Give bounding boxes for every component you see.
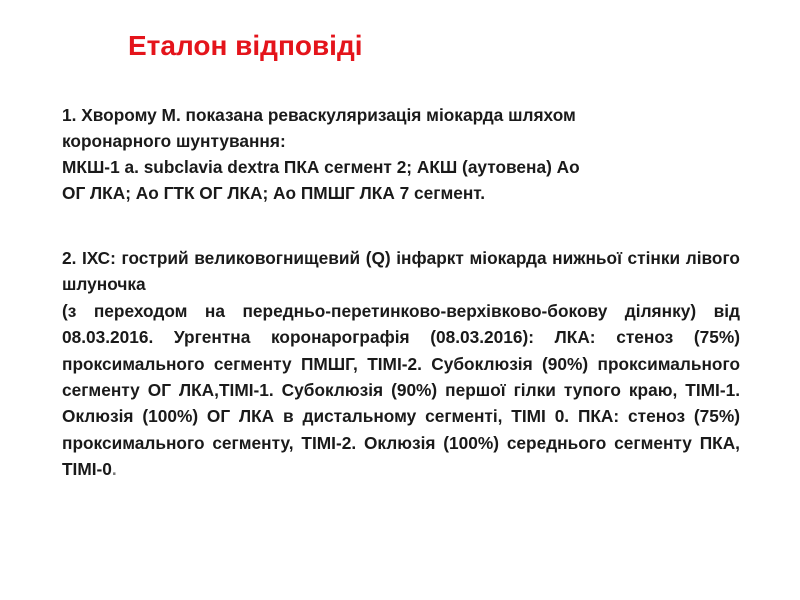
answer-item-1-line-3: МКШ-1 a. subclavia dextra ПКА сегмент 2; АКШ (аутовена) Ао — [62, 157, 580, 177]
slide-title: Еталон відповіді — [128, 30, 363, 61]
answer-item-2-details-text: (з переходом на передньо-перетинково-верхівково-бокову ділянку) від 08.03.2016. Ургентна коронарографія (08.03.2016): ЛКА: стеноз (75%) проксимального сегменту ПМШГ, ТІМІ-2. Субоклюзія (90%) проксимального сегменту ОГ ЛКА,ТІМІ-1. Субоклюзія (90%) першої гілки тупого краю, ТІМІ-1. Оклюзія (100%) ОГ ЛКА в дистальному сегменті, ТІМІ 0. ПКА: стеноз (75%) проксимального сегменту, ТІМІ-2. Оклюзія (100%) середнього сегменту ПКА, ТІМІ-0 — [62, 300, 740, 480]
answer-item-2-diagnosis: 2. ІХС: гострий великовогнищевий (Q) інфаркт міокарда нижньої стінки лівого шлуночка — [62, 248, 740, 295]
answer-item-2-details — [62, 298, 740, 483]
answer-item-2 — [62, 245, 740, 483]
answer-item-1 — [62, 102, 742, 206]
answer-item-2-end-mark: . — [111, 459, 117, 480]
answer-item-1-line-1: 1. Хворому М. показана реваскуляризація міокарда шляхом — [62, 105, 576, 125]
answer-item-1-line-2: коронарного шунтування: — [62, 131, 286, 151]
answer-item-1-line-4: ОГ ЛКА; Ао ГТК ОГ ЛКА; Ао ПМШГ ЛКА 7 сегмент. — [62, 183, 486, 203]
